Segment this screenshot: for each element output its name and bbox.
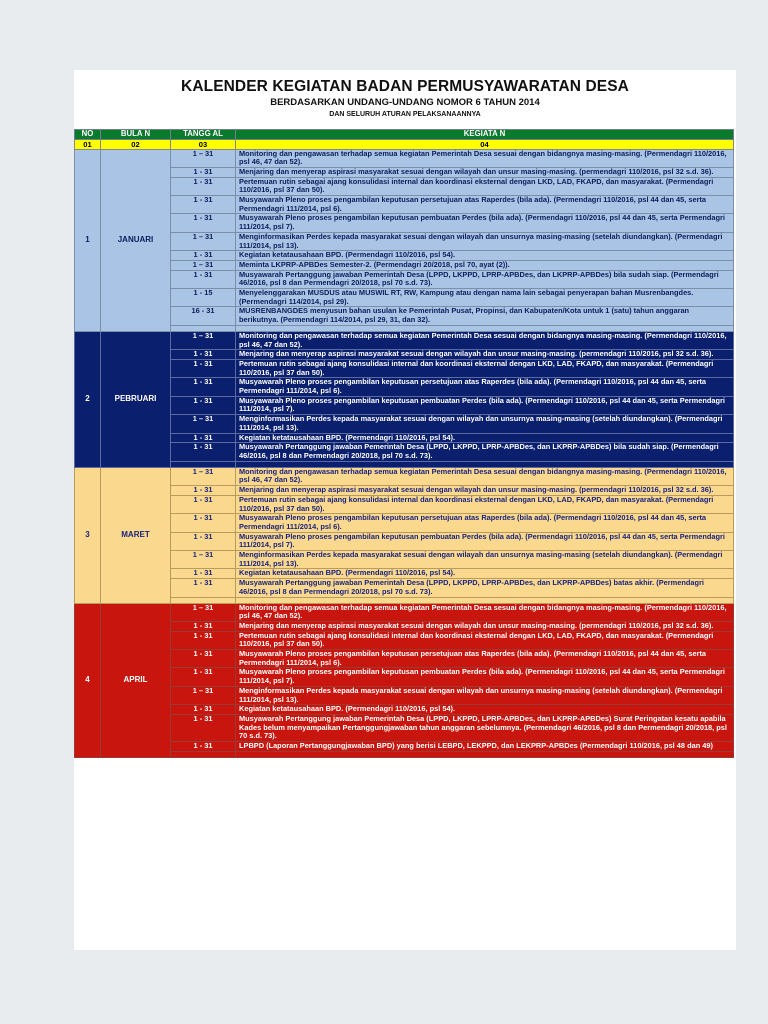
document-page: [74, 70, 736, 950]
kegiatan-cell: Musyawarah Pertanggung jawaban Pemerintah Desa (LPPD, LKPPD, LPRP-APBDes, dan LKPRP-APBDes) bila sudah siap. (Permendagri 46/2016, psl 8 dan Permendagri 20/2018, psl 70 s.d. 73).: [236, 270, 734, 288]
tanggal-cell: 1 - 31: [171, 714, 236, 741]
table-row: [75, 359, 734, 377]
page-subtitle-2: DAN SELURUH ATURAN PELAKSANAANNYA: [329, 111, 481, 118]
tanggal-cell: 1 – 31: [171, 551, 236, 569]
kegiatan-cell: LPBPD (Laporan Pertanggungjawaban BPD) yang berisi LEBPD, LEKPPD, dan LEKPRP-APBDes (Permendagri 110/2016, psl 48 dan 49): [236, 742, 734, 752]
table-row: [75, 714, 734, 741]
colnum-no: 01: [75, 139, 101, 149]
tanggal-cell: 1 - 31: [171, 486, 236, 496]
table-row: [75, 551, 734, 569]
kegiatan-cell: Kegiatan ketatausahaan BPD. (Permendagri 110/2016, psl 54).: [236, 705, 734, 715]
tanggal-cell: 1 - 31: [171, 705, 236, 715]
kegiatan-cell: Meminta LKPRP-APBDes Semester-2. (Permendagri 20/2018, psl 70, ayat (2)).: [236, 260, 734, 270]
tanggal-cell: 1 - 31: [171, 396, 236, 414]
kegiatan-cell: Musyawarah Pertanggung jawaban Pemerintah Desa (LPPD, LKPPD, LPRP-APBDes, dan LKPRP-APBDes) batas akhir. (Permendagri 46/2016, psl 8 dan Permendagri 20/2018, psl 70 s.d. 73).: [236, 579, 734, 597]
table-row: [75, 331, 734, 349]
calendar-table: [74, 129, 734, 758]
kegiatan-cell: Menginformasikan Perdes kepada masyarakat sesuai dengan wilayah dan unsurnya masing-masing (setelah diundangkan). (Permendagri 111/2014, psl 13).: [236, 232, 734, 250]
tanggal-cell: 1 - 31: [171, 177, 236, 195]
kegiatan-cell: Menginformasikan Perdes kepada masyarakat sesuai dengan wilayah dan unsurnya masing-masing (setelah diundangkan). (Permendagri 111/2014, psl 13).: [236, 415, 734, 433]
kegiatan-cell: Menginformasikan Perdes kepada masyarakat sesuai dengan wilayah dan unsurnya masing-masing (setelah diundangkan). (Permendagri 111/2014, psl 13).: [236, 686, 734, 704]
table-row: [75, 686, 734, 704]
tanggal-cell: 1 - 31: [171, 251, 236, 261]
table-row: [75, 514, 734, 532]
month-number: 4: [75, 603, 101, 757]
month-number: 3: [75, 467, 101, 603]
kegiatan-cell: Pertemuan rutin sebagai ajang konsulidasi internal dan koordinasi eksternal dengan LKD, LAD, FKAPD, dan masyarakat. (Permendagri 110/2016, psl 37 dan 50).: [236, 177, 734, 195]
kegiatan-cell: Menjaring dan menyerap aspirasi masyarakat sesuai dengan wilayah dan unsur masing-masing. (permendagri 110/2016, psl 32 s.d. 36).: [236, 486, 734, 496]
tanggal-cell: 1 - 31: [171, 668, 236, 686]
header-tanggal: TANGG AL: [171, 130, 236, 140]
table-row: [75, 307, 734, 325]
kegiatan-cell: Musyawarah Pleno proses pengambilan keputusan pembuatan Perdes (bila ada). (Permendagri 110/2016, psl 44 dan 45, serta Permendagri 111/2014, psl 7).: [236, 668, 734, 686]
tanggal-cell: 1 - 31: [171, 579, 236, 597]
table-row: [75, 621, 734, 631]
table-row: [75, 232, 734, 250]
table-row: [75, 631, 734, 649]
tanggal-cell: 1 - 31: [171, 621, 236, 631]
kegiatan-cell: Musyawarah Pertanggung jawaban Pemerintah Desa (LPPD, LKPPD, LPRP-APBDes, dan LKPRP-APBDes) Surat Peringatan kesatu apabila Kades belum menyampaikan Pertanggungjawaban tahun anggaran sebelumnya. (Permendagri 46/2016, psl 8 dan Permendagri 20/2018, psl 70 s.d. 73).: [236, 714, 734, 741]
month-name: APRIL: [101, 603, 171, 757]
tanggal-cell: 1 - 31: [171, 167, 236, 177]
tanggal-cell: 16 - 31: [171, 307, 236, 325]
kegiatan-cell: Monitoring dan pengawasan terhadap semua kegiatan Pemerintah Desa sesuai dengan bidangnya masing-masing. (Permendagri 110/2016, psl 46, 47 dan 52).: [236, 149, 734, 167]
month-number: 2: [75, 331, 101, 467]
table-row: [75, 443, 734, 461]
table-row: [75, 396, 734, 414]
table-row: [75, 603, 734, 621]
kegiatan-cell: Pertemuan rutin sebagai ajang konsulidasi internal dan koordinasi eksternal dengan LKD, LAD, FKAPD, dan masyarakat. (Permendagri 110/2016, psl 37 dan 50).: [236, 359, 734, 377]
tanggal-cell: 1 - 31: [171, 443, 236, 461]
tanggal-cell: 1 - 31: [171, 359, 236, 377]
tanggal-cell: 1 – 31: [171, 467, 236, 485]
month-name: PEBRUARI: [101, 331, 171, 467]
kegiatan-cell: Kegiatan ketatausahaan BPD. (Permendagri 110/2016, psl 54).: [236, 569, 734, 579]
kegiatan-cell: Monitoring dan pengawasan terhadap semua kegiatan Pemerintah Desa sesuai dengan bidangnya masing-masing. (Permendagri 110/2016, psl 46, 47 dan 52).: [236, 603, 734, 621]
table-row: [75, 705, 734, 715]
tanggal-cell: 1 – 31: [171, 686, 236, 704]
table-row: [75, 177, 734, 195]
table-row: [75, 467, 734, 485]
kegiatan-cell: Menginformasikan Perdes kepada masyarakat sesuai dengan wilayah dan unsurnya masing-masing (setelah diundangkan). (Permendagri 111/2014, psl 13).: [236, 551, 734, 569]
tanggal-cell: 1 – 31: [171, 331, 236, 349]
table-row: [75, 251, 734, 261]
table-row: [75, 260, 734, 270]
table-row: [75, 149, 734, 167]
header-bulan: BULA N: [101, 130, 171, 140]
tanggal-cell: 1 - 31: [171, 631, 236, 649]
month-number: 1: [75, 149, 101, 331]
kegiatan-cell: Musyawarah Pleno proses pengambilan keputusan pembuatan Perdes (bila ada). (Permendagri 110/2016, psl 44 dan 45, serta Permendagri 111/2014, psl 7).: [236, 532, 734, 550]
tanggal-cell: 1 – 31: [171, 232, 236, 250]
spacer-row: [75, 751, 734, 757]
kegiatan-cell: Pertemuan rutin sebagai ajang konsulidasi internal dan koordinasi eksternal dengan LKD, LAD, FKAPD, dan masyarakat. (Permendagri 110/2016, psl 37 dan 50).: [236, 631, 734, 649]
tanggal-cell: 1 – 31: [171, 260, 236, 270]
table-row: [75, 650, 734, 668]
kegiatan-cell: Menjaring dan menyerap aspirasi masyarakat sesuai dengan wilayah dan unsur masing-masing. (permendagri 110/2016, psl 32 s.d. 36).: [236, 621, 734, 631]
table-row: [75, 668, 734, 686]
kegiatan-cell: Musyawarah Pleno proses pengambilan keputusan pembuatan Perdes (bila ada). (Permendagri 110/2016, psl 44 dan 45, serta Permendagri 111/2014, psl 7).: [236, 396, 734, 414]
tanggal-cell: 1 - 31: [171, 270, 236, 288]
kegiatan-cell: MUSRENBANGDES menyusun bahan usulan ke Pemerintah Pusat, Propinsi, dan Kabupaten/Kota untuk 1 (satu) tahun anggaran berikutnya. (Permendagri 114/2014, psl 29, 31, dan 32).: [236, 307, 734, 325]
empty-cell: [171, 751, 236, 757]
table-row: [75, 433, 734, 443]
empty-cell: [236, 751, 734, 757]
kegiatan-cell: Musyawarah Pertanggung jawaban Pemerintah Desa (LPPD, LKPPD, LPRP-APBDes, dan LKPRP-APBDes) bila sudah siap. (Permendagri 46/2016, psl 8 dan Permendagri 20/2018, psl 70 s.d. 73).: [236, 443, 734, 461]
tanggal-cell: 1 - 31: [171, 532, 236, 550]
table-row: [75, 495, 734, 513]
tanggal-cell: 1 – 31: [171, 415, 236, 433]
tanggal-cell: 1 - 15: [171, 289, 236, 307]
tanggal-cell: 1 – 31: [171, 149, 236, 167]
table-row: [75, 167, 734, 177]
month-name: MARET: [101, 467, 171, 603]
table-row: [75, 569, 734, 579]
kegiatan-cell: Monitoring dan pengawasan terhadap semua kegiatan Pemerintah Desa sesuai dengan bidangnya masing-masing. (Permendagri 110/2016, psl 46, 47 dan 52).: [236, 467, 734, 485]
kegiatan-cell: Menyelenggarakan MUSDUS atau MUSWIL RT, RW, Kampung atau dengan nama lain sebagai penyerapan bahan Musrenbangdes. (Permendagri 114/2014, psl 29).: [236, 289, 734, 307]
kegiatan-cell: Musyawarah Pleno proses pengambilan keputusan pembuatan Perdes (bila ada). (Permendagri 110/2016, psl 44 dan 45, serta Permendagri 111/2014, psl 7).: [236, 214, 734, 232]
kegiatan-cell: Menjaring dan menyerap aspirasi masyarakat sesuai dengan wilayah dan unsur masing-masing. (permendagri 110/2016, psl 32 s.d. 36).: [236, 350, 734, 360]
kegiatan-cell: Musyawarah Pleno proses pengambilan keputusan persetujuan atas Raperdes (bila ada). (Permendagri 110/2016, psl 44 dan 45, serta Permendagri 111/2014, psl 6).: [236, 196, 734, 214]
tanggal-cell: 1 - 31: [171, 650, 236, 668]
table-row: [75, 486, 734, 496]
tanggal-cell: 1 - 31: [171, 742, 236, 752]
tanggal-cell: 1 - 31: [171, 569, 236, 579]
table-row: [75, 289, 734, 307]
table-row: [75, 196, 734, 214]
kegiatan-cell: Musyawarah Pleno proses pengambilan keputusan persetujuan atas Raperdes (bila ada). (Permendagri 110/2016, psl 44 dan 45, serta Permendagri 111/2014, psl 6).: [236, 514, 734, 532]
header-no: NO: [75, 130, 101, 140]
kegiatan-cell: Musyawarah Pleno proses pengambilan keputusan persetujuan atas Raperdes (bila ada). (Permendagri 110/2016, psl 44 dan 45, serta Permendagri 111/2014, psl 6).: [236, 378, 734, 396]
column-number-row: [75, 139, 734, 149]
tanggal-cell: 1 - 31: [171, 378, 236, 396]
month-name: JANUARI: [101, 149, 171, 331]
tanggal-cell: 1 - 31: [171, 514, 236, 532]
kegiatan-cell: Menjaring dan menyerap aspirasi masyarakat sesuai dengan wilayah dan unsur masing-masing. (permendagri 110/2016, psl 32 s.d. 36).: [236, 167, 734, 177]
tanggal-cell: 1 - 31: [171, 495, 236, 513]
kegiatan-cell: Musyawarah Pleno proses pengambilan keputusan persetujuan atas Raperdes (bila ada). (Permendagri 110/2016, psl 44 dan 45, serta Permendagri 111/2014, psl 6).: [236, 650, 734, 668]
table-row: [75, 579, 734, 597]
tanggal-cell: 1 - 31: [171, 196, 236, 214]
kegiatan-cell: Monitoring dan pengawasan terhadap semua kegiatan Pemerintah Desa sesuai dengan bidangnya masing-masing. (Permendagri 110/2016, psl 46, 47 dan 52).: [236, 331, 734, 349]
colnum-kegiatan: 04: [236, 139, 734, 149]
page-subtitle: BERDASARKAN UNDANG-UNDANG NOMOR 6 TAHUN 2014: [270, 97, 540, 108]
table-row: [75, 742, 734, 752]
colnum-bulan: 02: [101, 139, 171, 149]
table-row: [75, 350, 734, 360]
tanggal-cell: 1 - 31: [171, 214, 236, 232]
tanggal-cell: 1 - 31: [171, 350, 236, 360]
table-row: [75, 270, 734, 288]
table-row: [75, 378, 734, 396]
page-title: KALENDER KEGIATAN BADAN PERMUSYAWARATAN DESA: [181, 78, 629, 95]
kegiatan-cell: Kegiatan ketatausahaan BPD. (Permendagri 110/2016, psl 54).: [236, 433, 734, 443]
tanggal-cell: 1 - 31: [171, 433, 236, 443]
tanggal-cell: 1 – 31: [171, 603, 236, 621]
table-row: [75, 532, 734, 550]
colnum-tanggal: 03: [171, 139, 236, 149]
header-kegiatan: KEGIATA N: [236, 130, 734, 140]
table-row: [75, 415, 734, 433]
kegiatan-cell: Kegiatan ketatausahaan BPD. (Permendagri 110/2016, psl 54).: [236, 251, 734, 261]
header-row: [75, 130, 734, 140]
table-row: [75, 214, 734, 232]
kegiatan-cell: Pertemuan rutin sebagai ajang konsulidasi internal dan koordinasi eksternal dengan LKD, LAD, FKAPD, dan masyarakat. (Permendagri 110/2016, psl 37 dan 50).: [236, 495, 734, 513]
